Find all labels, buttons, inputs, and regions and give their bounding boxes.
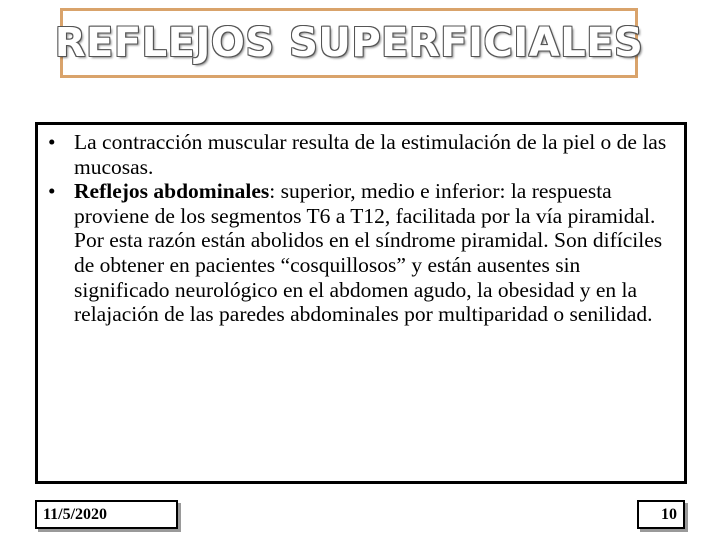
footer-date [35, 500, 178, 529]
bullet-item-abdominal-reflexes [48, 179, 678, 327]
footer-page-number [637, 500, 685, 529]
date-label: 11/5/2020 [43, 505, 108, 523]
title-frame [54, 8, 644, 78]
page-number-label: 10 [661, 505, 677, 523]
bullet-list [38, 125, 684, 327]
bullet-dot-icon: • [48, 130, 56, 154]
slide-title: REFLEJOS SUPERFICIALES [54, 20, 644, 66]
bullet-text: La contracción muscular resulta de la estimulación de la piel o de las mucosas. [74, 130, 667, 179]
bullet-dot-icon: • [48, 179, 56, 204]
bullet-lead-term: Reflejos abdominales [74, 179, 270, 204]
bullet-text: : superior, medio e inferior: la respuesta proviene de los segmentos T6 a T12, facilitada por la vía piramidal. Por esta razón están abolidos en el síndrome piramidal. Son difíciles de obtener en pacientes “cosquillosos” y están ausentes sin significado neurológico en el abdomen agudo, la obesidad y en la relajación de las paredes abdominales por multiparidad o senilidad. [74, 179, 663, 327]
content-frame [35, 122, 687, 484]
bullet-item-contraction [48, 130, 678, 179]
